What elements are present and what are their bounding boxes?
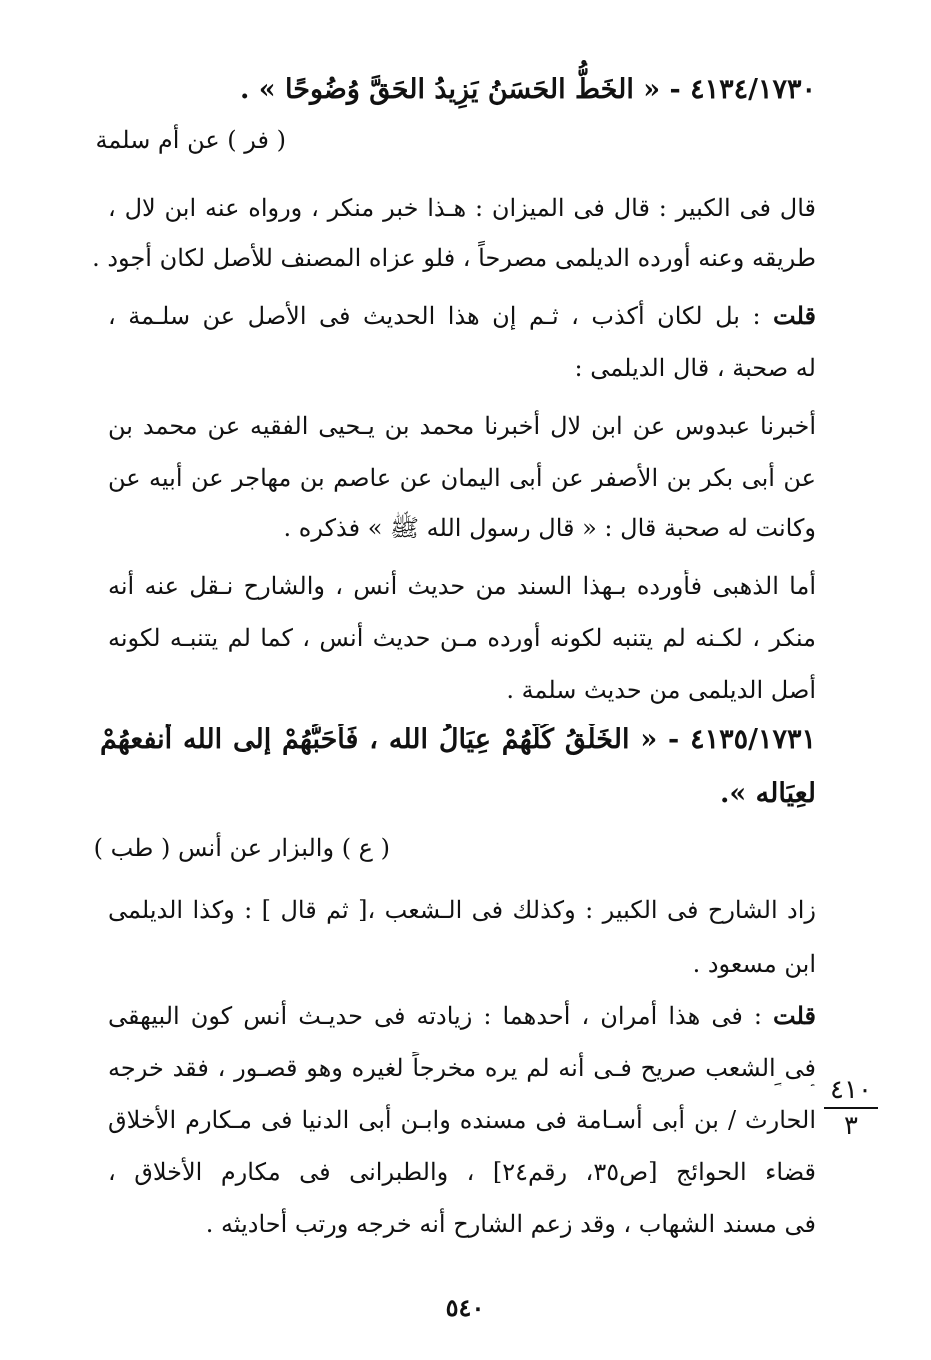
para-6-line-5 <box>205 1208 816 1240</box>
margin-folio-bottom: ٣ <box>844 1111 858 1141</box>
para-5-line-2: ابن مسعود . <box>692 950 816 978</box>
para-6-line-4 <box>108 1156 816 1190</box>
para-4-line-3: أصل الديلمى من حديث سلمة . <box>506 676 816 704</box>
para-3-line-1: أخبرنا عبدوس عن ابن لال أخبرنا محمد بن يـحيى الفقيه عن محمد بن <box>108 412 816 440</box>
para-2-line-1-text: : بل لكان أكذب ، ثـم إن هذا الحديث فى الأصل عن سلـمة ، <box>108 302 761 330</box>
para-2-line-1 <box>108 300 816 334</box>
margin-folio-reference <box>822 1075 880 1141</box>
para-5-line-1: زاد الشارح فى الكبير : وكذلك فى الـشعب ،[ ثم قال ] : وكذا الديلمى <box>108 896 816 924</box>
hadith-2-line-1: ٤١٣٥/١٧٣١ - « الخَلْقُ كُلُّهُمْ عِيَالُ الله ، فَأَحَبُّهُمْ إلى الله أنفعهُمْ <box>100 724 816 755</box>
margin-folio-top: ٤١٠ <box>830 1075 872 1105</box>
para-2-line-2-text: له صحبة ، قال الديلمى : <box>574 354 816 382</box>
para-6-line-3 <box>108 1104 816 1138</box>
para-4-line-2: منكر ، لكـنه لم يتنبه لكونه أورده مـن حديث أنس ، كما لم يتنبـه لكونه <box>108 624 816 652</box>
para-6-line-1 <box>108 1000 816 1034</box>
hadith-2-source: ( ع ) والبزار عن أنس ( طب ) <box>93 834 390 862</box>
para-6-line-4-text: قضاء الحوائج [ص٣٥، رقم٢٤] ، والطبرانى فى مكارم الأخلاق ، <box>108 1158 816 1186</box>
hadith-2-line-2: لعِيَاله ». <box>719 778 816 809</box>
para-6-line-2 <box>108 1052 816 1086</box>
para-3-line-2: عن أبى بكر بن الأصفر عن أبى اليمان عن عاصم بن مهاجر عن أبيه عن <box>108 464 816 492</box>
para-6-line-1-text: : فى هذا أمران ، أحدهما : زيادته فى حديـث أنس كون البيهقى <box>108 1002 762 1030</box>
para-1-line-2: طريقه وعنه أورده الديلمى مصرحاً ، فلو عزاه المصنف للأصل لكان أجود . <box>92 244 816 272</box>
page-number: ٥٤٠ <box>445 1293 485 1322</box>
hadith-1-text: ٤١٣٤/١٧٣٠ - « الخَطُّ الحَسَنُ يَزِيدُ الحَقَّ وُضُوحًا » . <box>239 74 816 105</box>
para-6-line-2-text: فى الشعب صريح فـى أنه لم يره مخرجاً لغيره وهو قصـور ، فقد خرجه <box>108 1054 816 1082</box>
qultu-label: قلت <box>773 301 816 330</box>
margin-folio-divider <box>824 1107 878 1109</box>
para-1-line-1: قال فى الكبير : قال فى الميزان : هـذا خبر منكر ، ورواه عنه ابن لال ، <box>108 194 816 222</box>
hadith-1-source: ( فر ) عن أم سلمة <box>95 126 286 154</box>
para-2-line-2 <box>560 352 816 384</box>
para-4-line-1: أما الذهبى فأورده بـهذا السند من حديث أنس ، والشارح نـقل عنه أنه <box>108 572 816 600</box>
para-6-line-5-text: فى مسند الشهاب ، وقد زعم الشارح أنه خرجه ورتب أحاديثه . <box>205 1210 816 1238</box>
qultu-label: قلت <box>773 1001 816 1030</box>
para-3-line-3: وكانت له صحبة قال : « قال رسول الله ﷺ » فذكره . <box>283 514 816 542</box>
para-6-line-3-text: الحارث / بن أبى أسـامة فى مسنده وابـن أبى الدنيا فى مـكارم الأخلاق <box>108 1106 816 1134</box>
